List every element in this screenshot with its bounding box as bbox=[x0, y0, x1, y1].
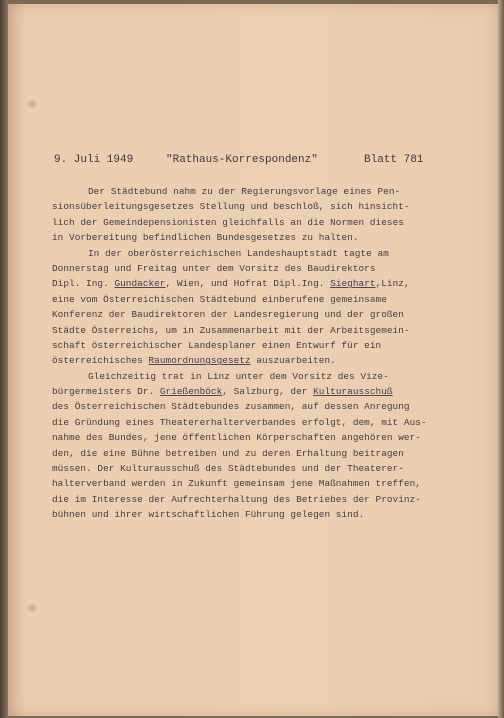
text-line bbox=[52, 446, 462, 461]
page-header bbox=[48, 154, 468, 170]
text-run: Der Städtebund nahm zu der Regierungsvorlage eines Pen- bbox=[88, 186, 401, 197]
text-run: Donnerstag und Freitag unter dem Vorsitz des Baudirektors bbox=[52, 262, 376, 274]
text-run: lich der Gemeindepensionisten gleichfalls an die Normen dieses bbox=[52, 216, 404, 228]
text-run: des Österreichischen Städtebundes zusammen, auf dessen Anregung bbox=[52, 401, 410, 413]
text-line bbox=[52, 230, 462, 245]
text-line bbox=[52, 369, 462, 384]
text-line bbox=[52, 199, 462, 214]
text-run: bühnen und ihrer wirtschaftlichen Führung gelegen sind. bbox=[52, 509, 365, 521]
document-body bbox=[52, 184, 462, 523]
text-run: , Salzburg, der bbox=[222, 386, 314, 398]
text-run: ,Linz, bbox=[375, 278, 410, 290]
text-run: Gleichzeitig trat in Linz unter dem Vorsitz des Vize- bbox=[88, 370, 389, 382]
text-line bbox=[52, 323, 462, 338]
text-run: sionsüberleitungsgesetzes Stellung und beschloß, sich hinsicht- bbox=[52, 201, 410, 213]
text-line bbox=[52, 430, 462, 445]
text-line bbox=[52, 461, 462, 476]
header-sheet-number: Blatt 781 bbox=[364, 154, 424, 166]
text-line bbox=[52, 492, 462, 507]
underlined-name: Raumordnungsgesetz bbox=[148, 355, 251, 367]
text-run: den, die eine Bühne betreiben und zu deren Erhaltung beitragen bbox=[52, 447, 404, 459]
text-line bbox=[52, 338, 462, 353]
punch-hole-mark bbox=[28, 604, 36, 612]
text-line bbox=[52, 476, 462, 491]
text-line bbox=[52, 384, 462, 399]
paragraph bbox=[52, 184, 462, 246]
text-line bbox=[52, 307, 462, 322]
text-line bbox=[52, 399, 462, 414]
right-page-edge bbox=[498, 0, 504, 718]
text-run: Konferenz der Baudirektoren der Landesregierung und der großen bbox=[52, 309, 404, 321]
text-run: halterverband werden in Zukunft gemeinsam jene Maßnahmen treffen, bbox=[52, 478, 421, 490]
text-run: in Vorbereitung befindlichen Bundesgesetzes zu halten. bbox=[52, 232, 359, 244]
text-run: bürgermeisters Dr. bbox=[52, 386, 160, 398]
header-title: "Rathaus-Korrespondenz" bbox=[166, 154, 318, 166]
text-line bbox=[52, 184, 462, 199]
left-binding-edge bbox=[0, 0, 8, 718]
text-line bbox=[52, 246, 462, 261]
text-line bbox=[52, 353, 462, 368]
underlined-name: Grießenböck bbox=[159, 386, 223, 398]
text-run: In der oberösterreichischen Landeshauptstadt tagte am bbox=[88, 247, 389, 259]
text-run: Dipl. Ing. bbox=[52, 278, 115, 290]
underlined-name: Gundacker bbox=[114, 278, 166, 290]
text-run: die Gründung eines Theatererhalterverbandes erfolgt, dem, mit Aus- bbox=[52, 416, 427, 428]
text-run: auszuarbeiten. bbox=[250, 355, 336, 367]
text-run: österreichisches bbox=[52, 355, 149, 367]
paragraph bbox=[52, 246, 462, 369]
text-run: , Wien, und Hofrat Dipl.Ing. bbox=[165, 278, 331, 290]
text-run: müssen. Der Kulturausschuß des Städtebundes und der Theaterer- bbox=[52, 463, 404, 475]
text-line bbox=[52, 215, 462, 230]
text-run: nahme des Bundes, jene öffentlichen Körperschaften angehören wer- bbox=[52, 432, 421, 444]
underlined-name: Kulturausschuß bbox=[313, 386, 393, 398]
text-run: die im Interesse der Aufrechterhaltung des Betriebes der Provinz- bbox=[52, 493, 421, 505]
header-date: 9. Juli 1949 bbox=[54, 154, 134, 166]
text-run: eine vom Österreichischen Städtebund einberufene gemeinsame bbox=[52, 293, 387, 305]
text-line bbox=[52, 507, 462, 522]
underlined-name: Sieghart bbox=[330, 278, 376, 290]
text-run: schaft österreichischer Landesplaner einen Entwurf für ein bbox=[52, 339, 382, 351]
text-line bbox=[52, 292, 462, 307]
text-run: Städte Österreichs, um in Zusammenarbeit mit der Arbeitsgemein- bbox=[52, 324, 410, 336]
text-line bbox=[52, 261, 462, 276]
text-line bbox=[52, 276, 462, 291]
text-line bbox=[52, 415, 462, 430]
punch-hole-mark bbox=[28, 100, 36, 108]
paragraph bbox=[52, 369, 462, 523]
